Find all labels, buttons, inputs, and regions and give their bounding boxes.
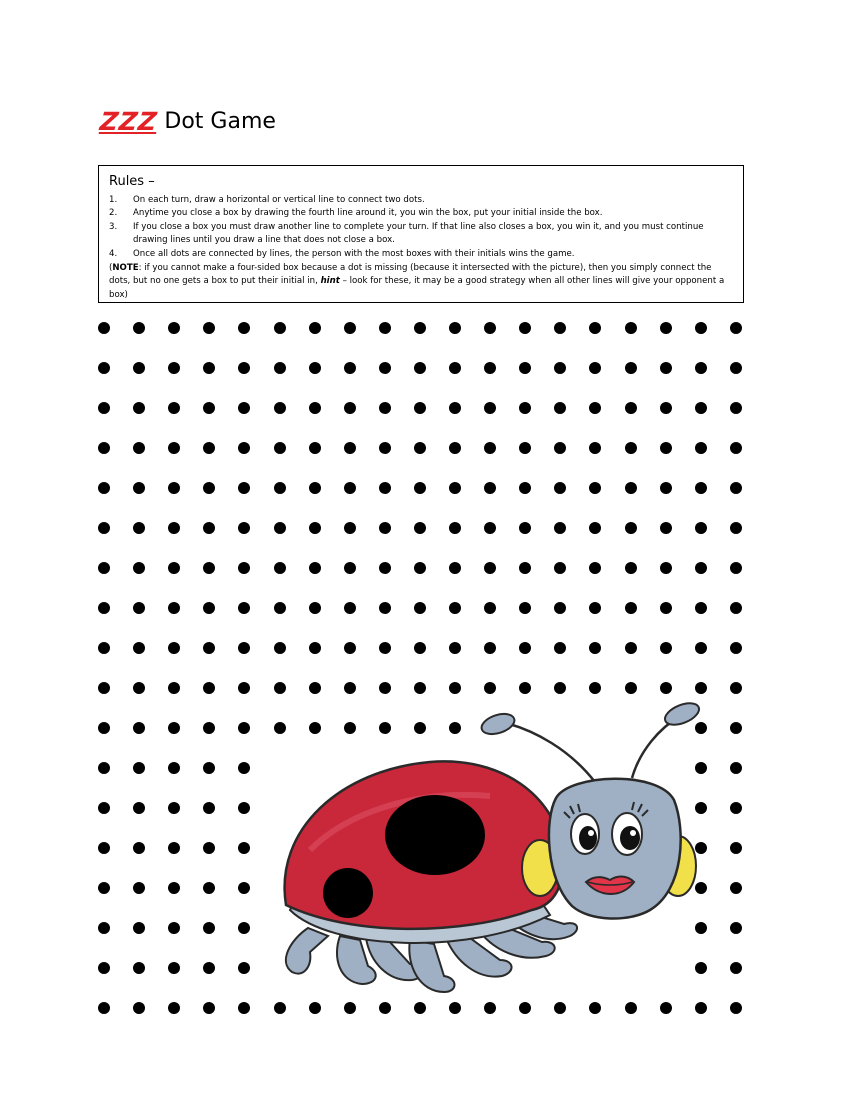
- grid-dot: [309, 482, 321, 494]
- grid-dot: [274, 602, 286, 614]
- grid-dot: [238, 842, 250, 854]
- rule-number: 3.: [109, 221, 118, 232]
- grid-dot: [238, 322, 250, 334]
- grid-dot: [379, 362, 391, 374]
- grid-dot: [274, 362, 286, 374]
- grid-dot: [554, 562, 566, 574]
- grid-dot: [484, 1002, 496, 1014]
- grid-dot: [238, 802, 250, 814]
- grid-dot: [133, 762, 145, 774]
- grid-dot: [730, 522, 742, 534]
- grid-dot: [203, 482, 215, 494]
- grid-dot: [203, 922, 215, 934]
- grid-dot: [98, 602, 110, 614]
- grid-dot: [238, 922, 250, 934]
- grid-dot: [519, 442, 531, 454]
- grid-dot: [484, 522, 496, 534]
- grid-dot: [589, 402, 601, 414]
- grid-dot: [309, 442, 321, 454]
- grid-dot: [203, 642, 215, 654]
- grid-dot: [379, 322, 391, 334]
- grid-dot: [449, 362, 461, 374]
- grid-dot: [238, 682, 250, 694]
- grid-dot: [203, 1002, 215, 1014]
- grid-dot: [554, 402, 566, 414]
- grid-dot: [98, 562, 110, 574]
- grid-dot: [554, 362, 566, 374]
- grid-dot: [730, 842, 742, 854]
- grid-dot: [379, 442, 391, 454]
- grid-dot: [344, 482, 356, 494]
- grid-dot: [589, 362, 601, 374]
- grid-dot: [238, 722, 250, 734]
- grid-dot: [168, 442, 180, 454]
- grid-dot: [203, 682, 215, 694]
- grid-dot: [344, 682, 356, 694]
- grid-dot: [519, 482, 531, 494]
- grid-dot: [168, 522, 180, 534]
- grid-dot: [589, 442, 601, 454]
- rules-heading: Rules –: [109, 174, 155, 189]
- grid-dot: [203, 522, 215, 534]
- grid-dot: [660, 682, 672, 694]
- grid-dot: [660, 1002, 672, 1014]
- hint-label: hint: [320, 276, 340, 287]
- grid-dot: [554, 442, 566, 454]
- grid-dot: [625, 562, 637, 574]
- grid-dot: [730, 722, 742, 734]
- grid-dot: [589, 322, 601, 334]
- grid-dot: [730, 682, 742, 694]
- grid-dot: [449, 682, 461, 694]
- grid-dot: [519, 522, 531, 534]
- rule-text: Anytime you close a box by drawing the fourth line around it, you win the box, put your initial inside the box.: [133, 208, 603, 219]
- grid-dot: [133, 842, 145, 854]
- grid-dot: [309, 682, 321, 694]
- page-title: Dot Game: [164, 108, 276, 134]
- grid-dot: [98, 962, 110, 974]
- grid-dot: [309, 602, 321, 614]
- grid-dot: [660, 522, 672, 534]
- grid-dot: [238, 602, 250, 614]
- grid-dot: [274, 642, 286, 654]
- grid-dot: [660, 442, 672, 454]
- grid-dot: [274, 682, 286, 694]
- grid-dot: [98, 642, 110, 654]
- grid-dot: [695, 642, 707, 654]
- grid-dot: [695, 442, 707, 454]
- grid-dot: [730, 602, 742, 614]
- grid-dot: [660, 642, 672, 654]
- grid-dot: [309, 642, 321, 654]
- zzz-logo: ZZZ: [98, 106, 159, 136]
- grid-dot: [730, 482, 742, 494]
- grid-dot: [168, 922, 180, 934]
- grid-dot: [484, 482, 496, 494]
- grid-dot: [730, 762, 742, 774]
- grid-dot: [660, 362, 672, 374]
- grid-dot: [238, 1002, 250, 1014]
- grid-dot: [203, 602, 215, 614]
- grid-dot: [168, 762, 180, 774]
- grid-dot: [449, 322, 461, 334]
- grid-dot: [98, 842, 110, 854]
- grid-dot: [730, 922, 742, 934]
- grid-dot: [519, 642, 531, 654]
- grid-dot: [168, 882, 180, 894]
- grid-dot: [379, 522, 391, 534]
- grid-dot: [554, 522, 566, 534]
- grid-dot: [98, 322, 110, 334]
- grid-dot: [98, 682, 110, 694]
- grid-dot: [484, 562, 496, 574]
- grid-dot: [98, 442, 110, 454]
- grid-dot: [589, 522, 601, 534]
- grid-dot: [168, 402, 180, 414]
- grid-dot: [625, 442, 637, 454]
- grid-dot: [203, 722, 215, 734]
- grid-dot: [238, 562, 250, 574]
- grid-dot: [730, 442, 742, 454]
- grid-dot: [274, 482, 286, 494]
- grid-dot: [589, 682, 601, 694]
- grid-dot: [133, 482, 145, 494]
- rule-number: 2.: [109, 208, 118, 219]
- grid-dot: [695, 562, 707, 574]
- grid-dot: [730, 962, 742, 974]
- grid-dot: [484, 682, 496, 694]
- grid-dot: [133, 442, 145, 454]
- ladybug-antenna-left: [502, 722, 595, 782]
- grid-dot: [238, 762, 250, 774]
- grid-dot: [344, 362, 356, 374]
- grid-dot: [133, 562, 145, 574]
- grid-dot: [274, 1002, 286, 1014]
- grid-dot: [519, 682, 531, 694]
- grid-dot: [625, 362, 637, 374]
- grid-dot: [554, 482, 566, 494]
- grid-dot: [238, 362, 250, 374]
- grid-dot: [309, 562, 321, 574]
- grid-dot: [168, 682, 180, 694]
- ladybug-antenna-tip-left: [479, 710, 517, 738]
- grid-dot: [695, 362, 707, 374]
- grid-dot: [730, 802, 742, 814]
- grid-dot: [203, 842, 215, 854]
- grid-dot: [519, 1002, 531, 1014]
- note-open-paren: (: [109, 263, 113, 274]
- grid-dot: [133, 962, 145, 974]
- ladybug-spot-large: [385, 795, 485, 875]
- grid-dot: [660, 562, 672, 574]
- grid-dot: [274, 522, 286, 534]
- grid-dot: [344, 402, 356, 414]
- grid-dot: [414, 642, 426, 654]
- grid-dot: [589, 642, 601, 654]
- grid-dot: [589, 1002, 601, 1014]
- grid-dot: [98, 482, 110, 494]
- note-label: NOTE: [112, 263, 139, 274]
- grid-dot: [379, 482, 391, 494]
- grid-dot: [168, 562, 180, 574]
- grid-dot: [98, 402, 110, 414]
- grid-dot: [519, 602, 531, 614]
- grid-dot: [554, 642, 566, 654]
- grid-dot: [344, 602, 356, 614]
- grid-dot: [554, 1002, 566, 1014]
- grid-dot: [238, 882, 250, 894]
- grid-dot: [660, 482, 672, 494]
- grid-dot: [203, 402, 215, 414]
- grid-dot: [730, 402, 742, 414]
- grid-dot: [168, 322, 180, 334]
- rule-number: 4.: [109, 248, 118, 259]
- grid-dot: [98, 882, 110, 894]
- grid-dot: [554, 602, 566, 614]
- grid-dot: [519, 322, 531, 334]
- grid-dot: [625, 602, 637, 614]
- grid-dot: [133, 402, 145, 414]
- grid-dot: [133, 722, 145, 734]
- grid-dot: [379, 682, 391, 694]
- grid-dot: [414, 442, 426, 454]
- grid-dot: [660, 322, 672, 334]
- grid-dot: [274, 562, 286, 574]
- ladybug-head: [549, 779, 681, 919]
- grid-dot: [309, 522, 321, 534]
- grid-dot: [344, 322, 356, 334]
- grid-dot: [168, 962, 180, 974]
- grid-dot: [379, 1002, 391, 1014]
- grid-dot: [274, 402, 286, 414]
- grid-dot: [695, 602, 707, 614]
- hint-text: – look for these, it may be a good strategy when all other lines will give your opponent a box): [109, 276, 725, 300]
- grid-dot: [133, 362, 145, 374]
- grid-dot: [168, 602, 180, 614]
- grid-dot: [414, 682, 426, 694]
- grid-dot: [589, 562, 601, 574]
- ladybug-spot-small: [323, 868, 373, 918]
- grid-dot: [344, 442, 356, 454]
- grid-dot: [484, 602, 496, 614]
- grid-dot: [98, 922, 110, 934]
- grid-dot: [625, 402, 637, 414]
- grid-dot: [625, 682, 637, 694]
- grid-dot: [660, 602, 672, 614]
- grid-dot: [730, 1002, 742, 1014]
- grid-dot: [554, 322, 566, 334]
- grid-dot: [133, 802, 145, 814]
- grid-dot: [730, 322, 742, 334]
- grid-dot: [168, 482, 180, 494]
- grid-dot: [344, 522, 356, 534]
- grid-dot: [695, 522, 707, 534]
- grid-dot: [203, 322, 215, 334]
- grid-dot: [414, 362, 426, 374]
- grid-dot: [203, 442, 215, 454]
- grid-dot: [133, 682, 145, 694]
- grid-dot: [730, 562, 742, 574]
- rule-text: On each turn, draw a horizontal or vertical line to connect two dots.: [133, 195, 425, 205]
- grid-dot: [133, 922, 145, 934]
- grid-dot: [274, 442, 286, 454]
- grid-dot: [98, 802, 110, 814]
- ladybug-illustration: [270, 700, 710, 1000]
- grid-dot: [98, 1002, 110, 1014]
- grid-dot: [238, 402, 250, 414]
- grid-dot: [730, 642, 742, 654]
- grid-dot: [449, 562, 461, 574]
- grid-dot: [203, 962, 215, 974]
- grid-dot: [203, 362, 215, 374]
- grid-dot: [625, 1002, 637, 1014]
- grid-dot: [203, 882, 215, 894]
- grid-dot: [238, 522, 250, 534]
- grid-dot: [168, 842, 180, 854]
- grid-dot: [414, 1002, 426, 1014]
- grid-dot: [519, 362, 531, 374]
- grid-dot: [449, 482, 461, 494]
- grid-dot: [589, 602, 601, 614]
- grid-dot: [414, 562, 426, 574]
- grid-dot: [379, 562, 391, 574]
- rule-text: If you close a box you must draw another line to complete your turn. If that line also closes a box, you win it, and you must continue drawing lines until you draw a line that does not close a box.: [133, 221, 704, 246]
- grid-dot: [625, 522, 637, 534]
- grid-dot: [98, 362, 110, 374]
- grid-dot: [133, 642, 145, 654]
- grid-dot: [449, 642, 461, 654]
- grid-dot: [695, 682, 707, 694]
- grid-dot: [449, 522, 461, 534]
- grid-dot: [414, 602, 426, 614]
- grid-dot: [133, 602, 145, 614]
- grid-dot: [238, 642, 250, 654]
- rule-number: 1.: [109, 195, 118, 205]
- grid-dot: [133, 522, 145, 534]
- grid-dot: [484, 442, 496, 454]
- grid-dot: [484, 402, 496, 414]
- grid-dot: [168, 362, 180, 374]
- grid-dot: [519, 402, 531, 414]
- grid-dot: [344, 1002, 356, 1014]
- grid-dot: [168, 802, 180, 814]
- grid-dot: [168, 1002, 180, 1014]
- grid-dot: [98, 522, 110, 534]
- grid-dot: [484, 642, 496, 654]
- grid-dot: [449, 402, 461, 414]
- grid-dot: [695, 482, 707, 494]
- grid-dot: [98, 762, 110, 774]
- grid-dot: [379, 402, 391, 414]
- grid-dot: [203, 762, 215, 774]
- grid-dot: [519, 562, 531, 574]
- grid-dot: [730, 882, 742, 894]
- grid-dot: [344, 562, 356, 574]
- grid-dot: [379, 642, 391, 654]
- grid-dot: [238, 442, 250, 454]
- grid-dot: [449, 1002, 461, 1014]
- grid-dot: [133, 322, 145, 334]
- grid-dot: [554, 682, 566, 694]
- grid-dot: [484, 362, 496, 374]
- grid-dot: [625, 642, 637, 654]
- grid-dot: [379, 602, 391, 614]
- grid-dot: [344, 642, 356, 654]
- grid-dot: [660, 402, 672, 414]
- grid-dot: [449, 442, 461, 454]
- grid-dot: [238, 962, 250, 974]
- grid-dot: [168, 642, 180, 654]
- grid-dot: [589, 482, 601, 494]
- grid-dot: [730, 362, 742, 374]
- grid-dot: [695, 1002, 707, 1014]
- grid-dot: [625, 322, 637, 334]
- grid-dot: [238, 482, 250, 494]
- grid-dot: [449, 602, 461, 614]
- grid-dot: [414, 482, 426, 494]
- grid-dot: [309, 322, 321, 334]
- grid-dot: [203, 562, 215, 574]
- grid-dot: [168, 722, 180, 734]
- grid-dot: [133, 882, 145, 894]
- grid-dot: [274, 322, 286, 334]
- grid-dot: [625, 482, 637, 494]
- grid-dot: [414, 402, 426, 414]
- grid-dot: [309, 402, 321, 414]
- grid-dot: [309, 362, 321, 374]
- grid-dot: [695, 402, 707, 414]
- grid-dot: [484, 322, 496, 334]
- grid-dot: [203, 802, 215, 814]
- grid-dot: [133, 1002, 145, 1014]
- rule-text: Once all dots are connected by lines, the person with the most boxes with their initials wins the game.: [133, 248, 575, 259]
- grid-dot: [309, 1002, 321, 1014]
- grid-dot: [98, 722, 110, 734]
- grid-dot: [414, 322, 426, 334]
- note-text: : if you cannot make a four-sided box because a dot is missing (because it intersected with the picture), then you simply connect the dots, but no one gets a box to put their initial in,: [109, 263, 712, 287]
- grid-dot: [695, 322, 707, 334]
- grid-dot: [414, 522, 426, 534]
